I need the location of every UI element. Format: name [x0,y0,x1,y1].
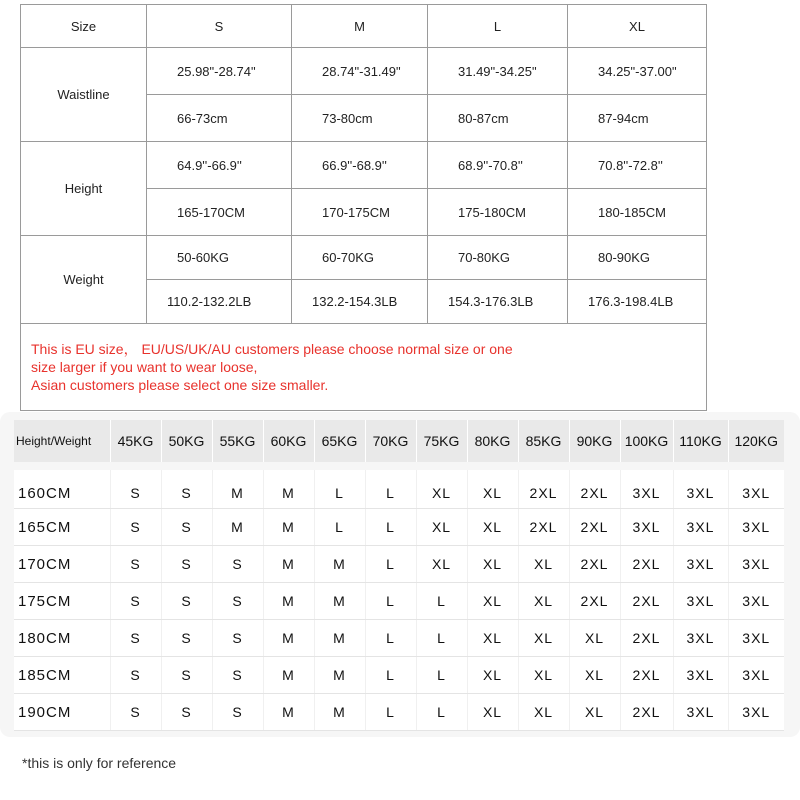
size-cell: XL [569,694,620,731]
size-cell: XL [467,509,518,546]
size-cell: XL [467,466,518,509]
size-cell: XL [467,583,518,620]
size-cell: 3XL [620,509,673,546]
size-cell: XL [416,509,467,546]
weight-header-55kg: 55KG [212,420,263,466]
waistline-cm-m: 73-80cm [292,95,428,142]
weight-lb-m: 132.2-154.3LB [292,280,428,324]
weight-header-90kg: 90KG [569,420,620,466]
size-cell: S [110,694,161,731]
size-cell: L [365,694,416,731]
weight-lb-l: 154.3-176.3LB [428,280,568,324]
weight-kg-row [21,236,707,280]
size-note-line-1: This is EU size， EU/US/UK/AU customers please choose normal size or one [31,341,513,357]
height-cm-s: 165-170CM [147,189,292,236]
size-cell: XL [518,546,569,583]
chart-row-180cm [14,620,784,657]
chart-row-160cm [14,466,784,509]
row-height-label: 170CM [14,546,110,583]
size-cell: 3XL [673,583,728,620]
size-cell: L [365,466,416,509]
size-cell: 3XL [728,583,784,620]
size-cell: S [161,694,212,731]
chart-row-185cm [14,657,784,694]
row-height-label: 160CM [14,466,110,509]
weight-header-110kg: 110KG [673,420,728,466]
size-header-xl: XL [568,5,707,48]
weight-header-75kg: 75KG [416,420,467,466]
height-weight-corner: Height/Weight [14,420,110,466]
note-row [21,324,707,411]
reference-note: *this is only for reference [22,755,177,771]
chart-row-190cm [14,694,784,731]
size-cell: L [314,466,365,509]
waistline-cm-l: 80-87cm [428,95,568,142]
size-cell: S [110,620,161,657]
size-cell: S [212,694,263,731]
waistline-inches-m: 28.74"-31.49" [292,48,428,95]
size-cell: 2XL [620,657,673,694]
size-cell: L [365,546,416,583]
size-cell: 3XL [673,546,728,583]
size-cell: L [416,620,467,657]
size-cell: L [365,657,416,694]
weight-header-80kg: 80KG [467,420,518,466]
weight-header-100kg: 100KG [620,420,673,466]
size-cell: 3XL [728,466,784,509]
height-inches-xl: 70.8''-72.8'' [568,142,707,189]
height-cm-xl: 180-185CM [568,189,707,236]
size-cell: 2XL [620,546,673,583]
size-cell: 3XL [728,657,784,694]
weight-lb-xl: 176.3-198.4LB [568,280,707,324]
height-label: Height [21,142,147,236]
weight-header-120kg: 120KG [728,420,784,466]
waistline-inches-l: 31.49"-34.25" [428,48,568,95]
height-cm-l: 175-180CM [428,189,568,236]
size-header-m: M [292,5,428,48]
size-cell: S [212,583,263,620]
size-cell: M [314,694,365,731]
row-height-label: 190CM [14,694,110,731]
row-height-label: 175CM [14,583,110,620]
size-cell: M [314,620,365,657]
waistline-cm-xl: 87-94cm [568,95,707,142]
size-cell: 2XL [569,546,620,583]
row-height-label: 165CM [14,509,110,546]
size-header-row [21,5,707,48]
size-cell: XL [518,657,569,694]
size-cell: 3XL [728,509,784,546]
size-cell: 2XL [620,694,673,731]
weight-header-65kg: 65KG [314,420,365,466]
size-cell: M [314,546,365,583]
weight-header-row [14,420,784,466]
size-note [21,324,707,411]
height-weight-table [14,420,784,731]
size-cell: L [416,694,467,731]
height-cm-m: 170-175CM [292,189,428,236]
weight-header-45kg: 45KG [110,420,161,466]
size-spec-table [20,4,707,411]
size-header-l: L [428,5,568,48]
size-cell: 3XL [673,657,728,694]
size-cell: XL [518,694,569,731]
size-cell: M [263,546,314,583]
size-cell: XL [467,546,518,583]
height-weight-chart-panel [0,412,800,737]
size-cell: L [365,620,416,657]
size-cell: S [161,509,212,546]
chart-row-170cm [14,546,784,583]
size-cell: M [212,466,263,509]
size-cell: XL [569,620,620,657]
size-note-line-3: Asian customers please select one size smaller. [31,377,329,393]
size-cell: M [314,657,365,694]
size-header-label: Size [21,5,147,48]
size-cell: 2XL [569,583,620,620]
size-cell: 3XL [673,694,728,731]
size-header-s: S [147,5,292,48]
size-cell: M [263,657,314,694]
size-cell: XL [569,657,620,694]
size-cell: S [110,657,161,694]
height-inches-row [21,142,707,189]
size-cell: L [314,509,365,546]
row-height-label: 180CM [14,620,110,657]
size-cell: XL [518,620,569,657]
size-cell: 3XL [673,509,728,546]
size-cell: 3XL [728,620,784,657]
size-cell: M [263,620,314,657]
row-height-label: 185CM [14,657,110,694]
weight-header-60kg: 60KG [263,420,314,466]
chart-row-165cm [14,509,784,546]
size-cell: 3XL [673,620,728,657]
size-cell: 2XL [569,466,620,509]
weight-kg-s: 50-60KG [147,236,292,280]
size-cell: S [161,546,212,583]
size-cell: S [110,546,161,583]
size-cell: S [161,466,212,509]
size-cell: S [212,546,263,583]
size-cell: M [263,583,314,620]
waistline-inches-s: 25.98"-28.74" [147,48,292,95]
size-cell: 2XL [518,509,569,546]
size-cell: XL [416,546,467,583]
weight-lb-s: 110.2-132.2LB [147,280,292,324]
size-cell: L [365,583,416,620]
waistline-label: Waistline [21,48,147,142]
size-cell: M [212,509,263,546]
size-cell: L [416,657,467,694]
height-inches-m: 66.9''-68.9'' [292,142,428,189]
size-cell: S [161,620,212,657]
weight-kg-xl: 80-90KG [568,236,707,280]
size-cell: 2XL [569,509,620,546]
height-inches-l: 68.9''-70.8'' [428,142,568,189]
height-inches-s: 64.9''-66.9'' [147,142,292,189]
size-cell: 3XL [673,466,728,509]
waistline-cm-s: 66-73cm [147,95,292,142]
size-cell: 3XL [620,466,673,509]
size-note-line-2: size larger if you want to wear loose, [31,359,258,375]
size-cell: M [263,509,314,546]
size-cell: S [212,657,263,694]
weight-header-50kg: 50KG [161,420,212,466]
size-cell: L [416,583,467,620]
size-cell: S [110,509,161,546]
waistline-inches-xl: 34.25"-37.00" [568,48,707,95]
size-cell: XL [518,583,569,620]
size-cell: 3XL [728,546,784,583]
size-cell: S [161,657,212,694]
size-cell: S [212,620,263,657]
size-cell: XL [467,620,518,657]
weight-kg-l: 70-80KG [428,236,568,280]
waistline-inches-row [21,48,707,95]
size-cell: S [110,583,161,620]
chart-row-175cm [14,583,784,620]
size-cell: S [110,466,161,509]
chart-body [14,466,784,731]
size-cell: S [161,583,212,620]
size-cell: 2XL [620,583,673,620]
size-cell: 3XL [728,694,784,731]
weight-kg-m: 60-70KG [292,236,428,280]
size-cell: 2XL [518,466,569,509]
size-cell: XL [467,657,518,694]
size-cell: 2XL [620,620,673,657]
weight-header-70kg: 70KG [365,420,416,466]
weight-header-85kg: 85KG [518,420,569,466]
weight-label: Weight [21,236,147,324]
size-cell: M [314,583,365,620]
size-cell: XL [467,694,518,731]
size-cell: M [263,466,314,509]
size-cell: XL [416,466,467,509]
size-cell: L [365,509,416,546]
size-cell: M [263,694,314,731]
